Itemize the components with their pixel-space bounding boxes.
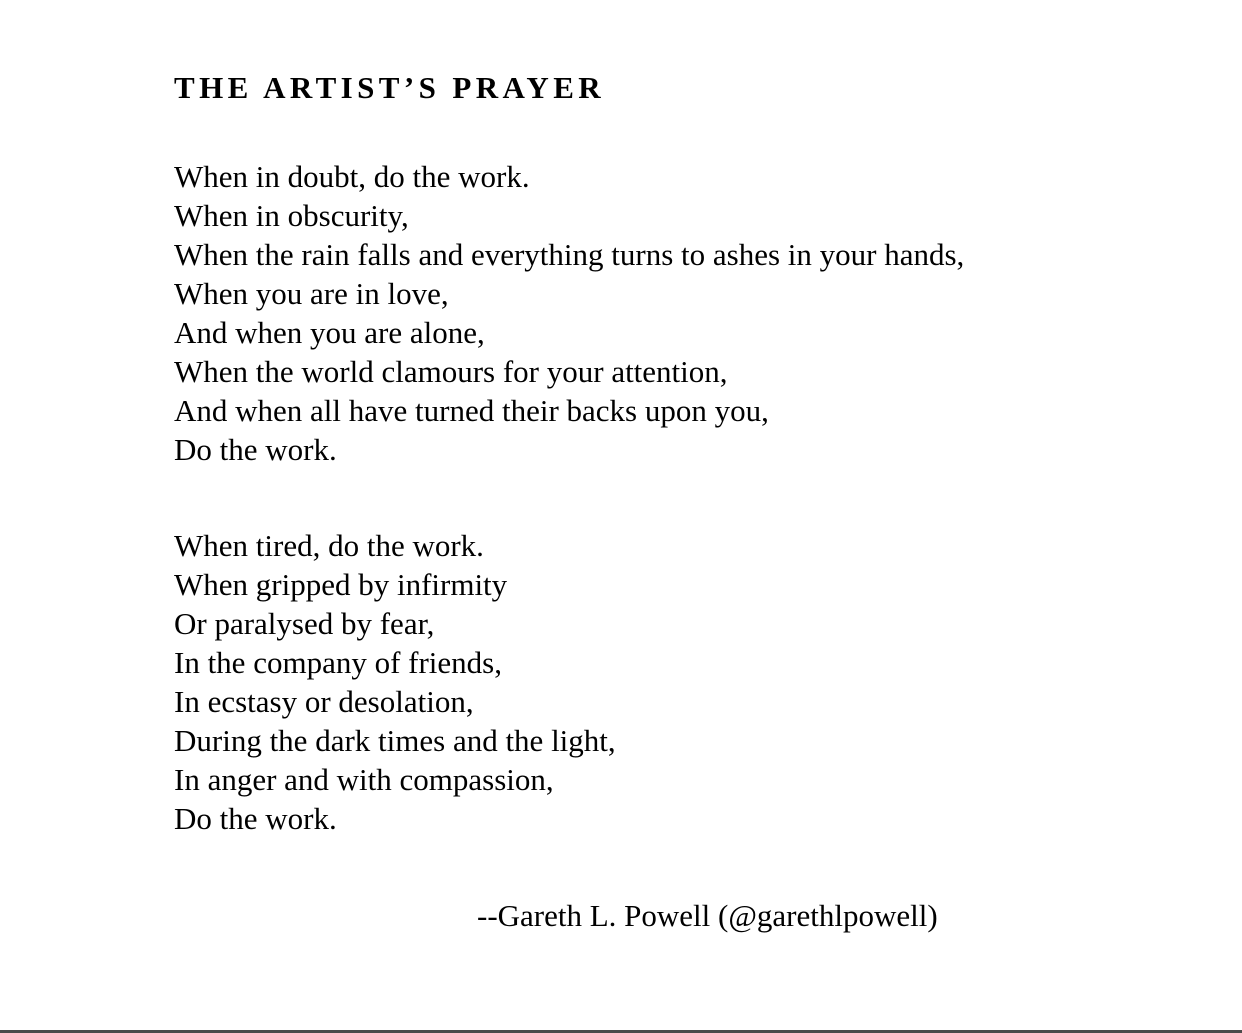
poem-line: Do the work. <box>174 432 337 467</box>
poem-line: In the company of friends, <box>174 645 502 680</box>
poem-line: When the world clamours for your attention, <box>174 354 728 389</box>
poem-line: When in obscurity, <box>174 198 409 233</box>
poem-line: Do the work. <box>174 801 337 836</box>
stanza-1 <box>174 157 964 469</box>
poem-line: When the rain falls and everything turns to ashes in your hands, <box>174 237 965 272</box>
stanza-2 <box>174 526 616 838</box>
poem-title: THE ARTIST’S PRAYER <box>174 70 606 105</box>
poem-line: Or paralysed by fear, <box>174 606 435 641</box>
poem-attribution: --Gareth L. Powell (@garethlpowell) <box>477 898 938 933</box>
poem-line: In ecstasy or desolation, <box>174 684 474 719</box>
poem-line: And when you are alone, <box>174 315 485 350</box>
poem-line: And when all have turned their backs upon you, <box>174 393 769 428</box>
poem-line: In anger and with compassion, <box>174 762 554 797</box>
poem-line: When tired, do the work. <box>174 528 484 563</box>
poem-line: During the dark times and the light, <box>174 723 616 758</box>
poem-line: When gripped by infirmity <box>174 567 508 602</box>
poem-line: When you are in love, <box>174 276 449 311</box>
poem-line: When in doubt, do the work. <box>174 159 530 194</box>
